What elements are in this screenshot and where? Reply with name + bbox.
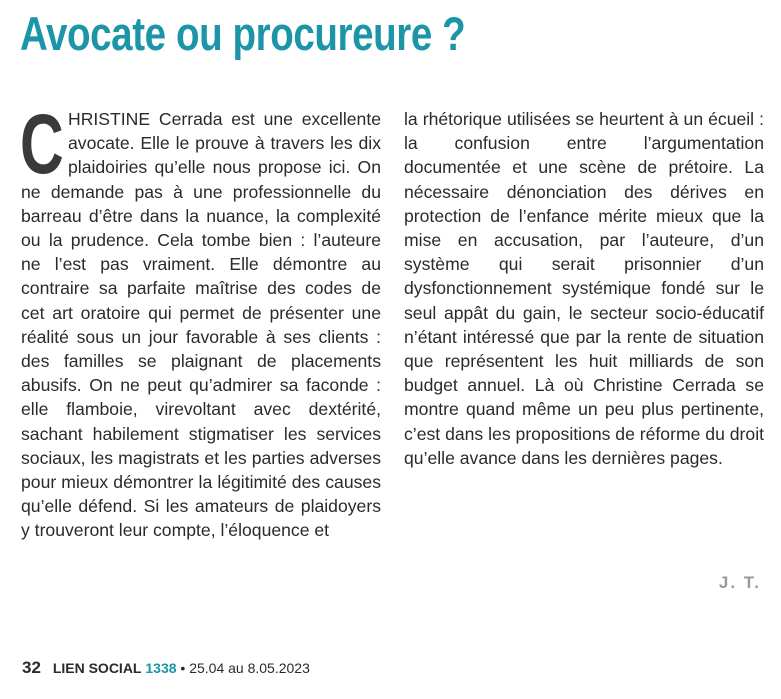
drop-cap: C [20, 97, 64, 191]
right-column-text: la rhétorique utilisées se heurtent à un écueil : la confusion entre l’argumentation documentée et une scène de prétoire. La nécessaire dénonciation des dérives en protection de l’enfance mérite mieux que la mise en accusation, par l’auteure, d’un système qui serait prisonnier d’un dysfonctionnement systémique fondé sur le seul appât du gain, le secteur socio-éducatif n’étant intéressé que par la rente de situation que représentent les huit milliards de son budget annuel. Là où Christine Cerrada se montre quand même un peu plus pertinente, c’est dans les propositions de réforme du droit qu’elle avance dans les dernières pages. [404, 109, 764, 468]
magazine-name: LIEN SOCIAL [52, 660, 142, 676]
issue-dates: • 25.04 au 8.05.2023 [180, 660, 310, 676]
page-number: 32 [22, 658, 41, 677]
author-signature: J. T. [718, 573, 761, 592]
right-column [404, 107, 764, 470]
left-column [20, 97, 381, 543]
issue-number: 1338 [145, 660, 177, 676]
page-footer [22, 658, 310, 678]
left-column-text: HRISTINE Cerrada est une excellente avocate. Elle le prouve à travers les dix plaidoiries qu’elle nous propose ici. On ne demande pas à une professionnelle du barreau d’être dans la nuance, la complexité ou la prudence. Cela tombe bien : l’auteure ne l’est pas vraiment. Elle démontre au contraire sa parfaite maîtrise des codes de cet art oratoire qui permet de présenter une réalité sous un jour favorable à ses clients : des familles se plaignant de placements abusifs. On ne peut qu’admirer sa faconde : elle flamboie, virevoltant avec dextérité, sachant habilement stigmatiser les services sociaux, les magistrats et les parties adverses pour mieux démontrer la légitimité des causes qu’elle défend. Si les amateurs de plaidoyers y trouveront leur compte, l’éloquence et [21, 109, 381, 541]
article-title: Avocate ou procureure ? [20, 7, 466, 60]
